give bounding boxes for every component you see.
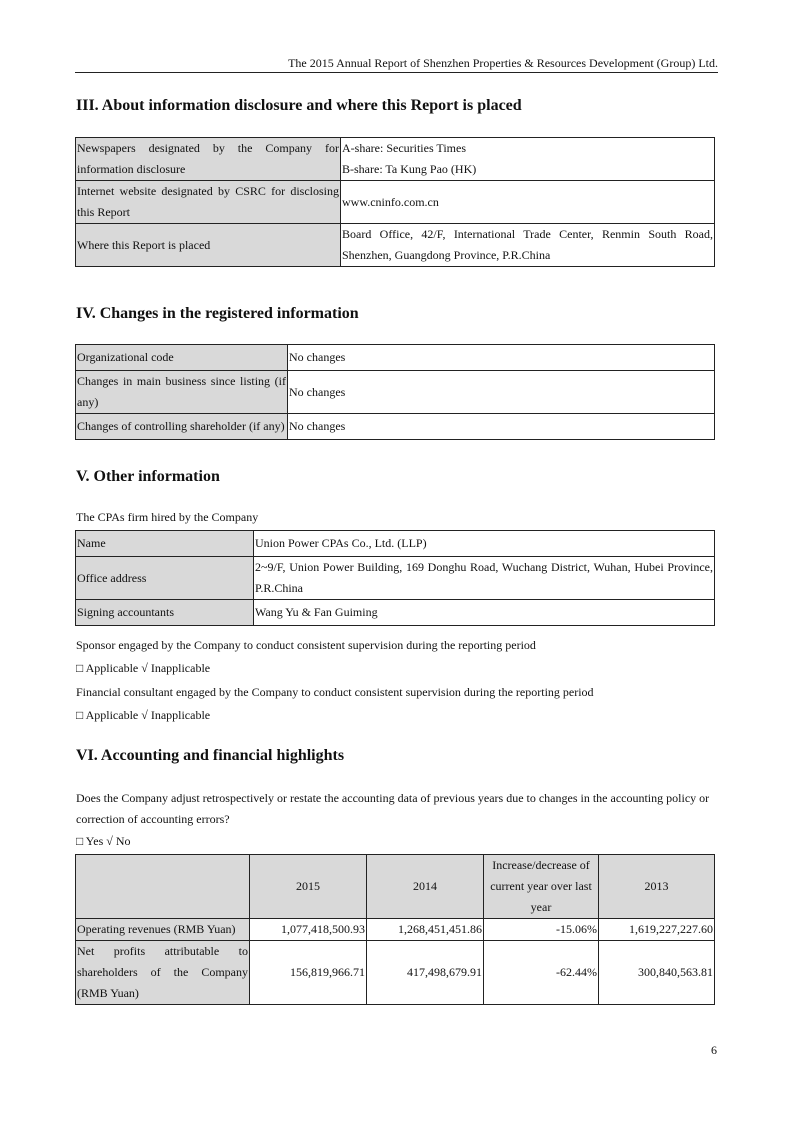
row-label-operating-revenues: Operating revenues (RMB Yuan) [76,919,250,941]
disclosure-label-report-location: Where this Report is placed [76,224,341,267]
cell-value: 1,619,227,227.60 [599,919,715,941]
table-row [76,224,715,267]
cpa-label-office-address: Office address [76,557,254,600]
table-row [76,371,715,414]
cell-value: 1,268,451,451.86 [367,919,484,941]
table-header-row [76,855,715,919]
cpa-value-office-address: 2~9/F, Union Power Building, 169 Donghu Road, Wuchang District, Wuhan, Hubei Province, P.R.China [254,557,715,600]
row-label-net-profits: Net profits attributable to shareholders of the Company (RMB Yuan) [76,941,250,1005]
registered-value-main-business: No changes [288,371,715,414]
cpa-value-signing-accountants: Wang Yu & Fan Guiming [254,600,715,626]
registered-value-org-code: No changes [288,345,715,371]
restatement-question-line2: correction of accounting errors? [76,812,230,826]
cell-value: 300,840,563.81 [599,941,715,1005]
cpa-table [75,530,715,626]
table-row [76,414,715,440]
table-row [76,138,715,181]
cpa-value-name: Union Power CPAs Co., Ltd. (LLP) [254,531,715,557]
disclosure-value-newspapers [341,138,715,181]
header-cell-2014: 2014 [367,855,484,919]
cpa-label-name: Name [76,531,254,557]
table-row [76,345,715,371]
table-row [76,181,715,224]
table-row [76,531,715,557]
cell-value: 417,498,679.91 [367,941,484,1005]
registered-label-main-business: Changes in main business since listing (if any) [76,371,288,414]
cpa-label-signing-accountants: Signing accountants [76,600,254,626]
consultant-text: Financial consultant engaged by the Company to conduct consistent supervision during the reporting period [76,685,594,699]
disclosure-table [75,137,715,267]
cpa-intro-text: The CPAs firm hired by the Company [76,510,259,524]
newspaper-b-share: B-share: Ta Kung Pao (HK) [342,162,477,176]
sponsor-text: Sponsor engaged by the Company to conduct consistent supervision during the reporting period [76,638,536,652]
header-cell-change: Increase/decrease of current year over last year [484,855,599,919]
disclosure-label-website: Internet website designated by CSRC for disclosing this Report [76,181,341,224]
header-cell-2013: 2013 [599,855,715,919]
section-3-title: III. About information disclosure and where this Report is placed [76,97,522,114]
header-divider [75,72,718,73]
consultant-choice: □ Applicable √ Inapplicable [76,708,211,722]
header-cell-blank [76,855,250,919]
table-row [76,941,715,1005]
table-row [76,557,715,600]
table-row [76,919,715,941]
disclosure-label-newspapers: Newspapers designated by the Company for information disclosure [76,138,341,181]
section-4-title: IV. Changes in the registered information [76,305,359,322]
financial-highlights-table [75,854,715,1005]
restatement-answer: □ Yes √ No [76,834,131,848]
disclosure-value-website: www.cninfo.com.cn [341,181,715,224]
cell-value: -62.44% [484,941,599,1005]
restatement-question-line1: Does the Company adjust retrospectively or restate the accounting data of previous years due to changes in the accounting policy or [76,791,710,805]
registered-info-table [75,344,715,440]
report-header-title: The 2015 Annual Report of Shenzhen Properties & Resources Development (Group) Ltd. [288,56,718,70]
page-number: 6 [711,1043,717,1057]
cell-value: 156,819,966.71 [250,941,367,1005]
header-cell-2015: 2015 [250,855,367,919]
disclosure-value-report-location: Board Office, 42/F, International Trade Center, Renmin South Road, Shenzhen, Guangdong Province, P.R.China [341,224,715,267]
newspaper-a-share: A-share: Securities Times [342,141,466,155]
section-6-title: VI. Accounting and financial highlights [76,747,345,764]
registered-value-controlling-shareholder: No changes [288,414,715,440]
registered-label-controlling-shareholder: Changes of controlling shareholder (if any) [76,414,288,440]
section-5-title: V. Other information [76,468,220,485]
cell-value: 1,077,418,500.93 [250,919,367,941]
registered-label-org-code: Organizational code [76,345,288,371]
sponsor-choice: □ Applicable √ Inapplicable [76,661,211,675]
table-row [76,600,715,626]
cell-value: -15.06% [484,919,599,941]
